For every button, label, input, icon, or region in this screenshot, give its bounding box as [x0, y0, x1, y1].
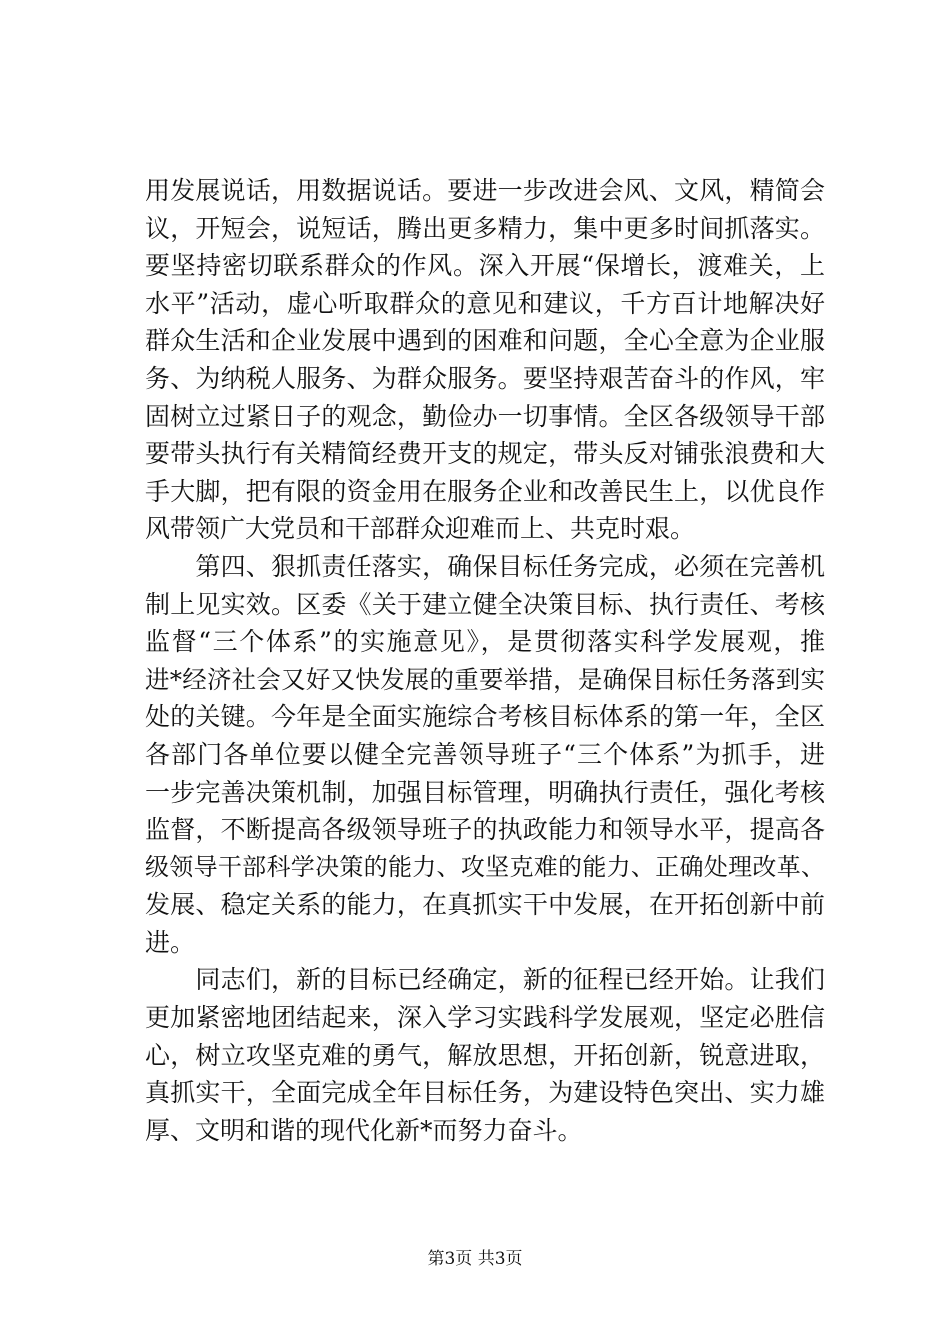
text-line: 心，树立攻坚克难的勇气，解放思想，开拓创新，锐意进取， — [145, 1040, 825, 1070]
text-line: 监督，不断提高各级领导班子的执政能力和领导水平，提高各 — [145, 815, 825, 845]
text-line: 水平”活动，虚心听取群众的意见和建议，千方百计地解决好 — [145, 288, 825, 318]
text-line: 要带头执行有关精简经费开支的规定，带头反对铺张浪费和大 — [145, 439, 825, 469]
text-line: 进*经济社会又好又快发展的重要举措，是确保目标任务落到实 — [145, 664, 825, 694]
text-line: 用发展说话，用数据说话。要进一步改进会风、文风，精简会 — [145, 176, 825, 205]
text-line: 真抓实干，全面完成全年目标任务，为建设特色突出、实力雄 — [145, 1078, 825, 1108]
text-line: 手大脚，把有限的资金用在服务企业和改善民生上，以优良作 — [145, 476, 825, 506]
text-line: 进。 — [145, 927, 196, 957]
text-line: 一步完善决策机制，加强目标管理，明确执行责任，强化考核 — [145, 777, 825, 807]
text-line: 议，开短会，说短话，腾出更多精力，集中更多时间抓落实。 — [145, 213, 825, 243]
text-line: 更加紧密地团结起来，深入学习实践科学发展观，坚定必胜信 — [145, 1003, 825, 1033]
text-line: 风带领广大党员和干部群众迎难而上、共克时艰。 — [145, 514, 696, 544]
text-line: 厚、文明和谐的现代化新*而努力奋斗。 — [145, 1115, 583, 1145]
text-line: 制上见实效。区委《关于建立健全决策目标、执行责任、考核 — [145, 589, 825, 619]
page-footer: 第3页 共3页 — [427, 1249, 523, 1269]
document-body — [145, 172, 825, 1149]
text-line: 级领导干部科学决策的能力、攻坚克难的能力、正确处理改革、 — [145, 852, 825, 881]
text-line: 发展、稳定关系的能力，在真抓实干中发展，在开拓创新中前 — [145, 890, 825, 920]
text-line: 同志们，新的目标已经确定，新的征程已经开始。让我们 — [145, 965, 825, 995]
text-line: 群众生活和企业发展中遇到的困难和问题，全心全意为企业服 — [145, 326, 825, 356]
text-line: 固树立过紧日子的观念，勤俭办一切事情。全区各级领导干部 — [145, 401, 825, 431]
text-line: 各部门各单位要以健全完善领导班子“三个体系”为抓手，进 — [145, 739, 825, 769]
text-line: 务、为纳税人服务、为群众服务。要坚持艰苦奋斗的作风，牢 — [145, 363, 825, 393]
text-line: 处的关键。今年是全面实施综合考核目标体系的第一年，全区 — [145, 702, 825, 732]
text-line: 监督“三个体系”的实施意见》，是贯彻落实科学发展观，推 — [145, 627, 825, 657]
text-line: 第四、狠抓责任落实，确保目标任务完成，必须在完善机 — [145, 551, 825, 581]
text-line: 要坚持密切联系群众的作风。深入开展“保增长，渡难关，上 — [145, 251, 825, 281]
